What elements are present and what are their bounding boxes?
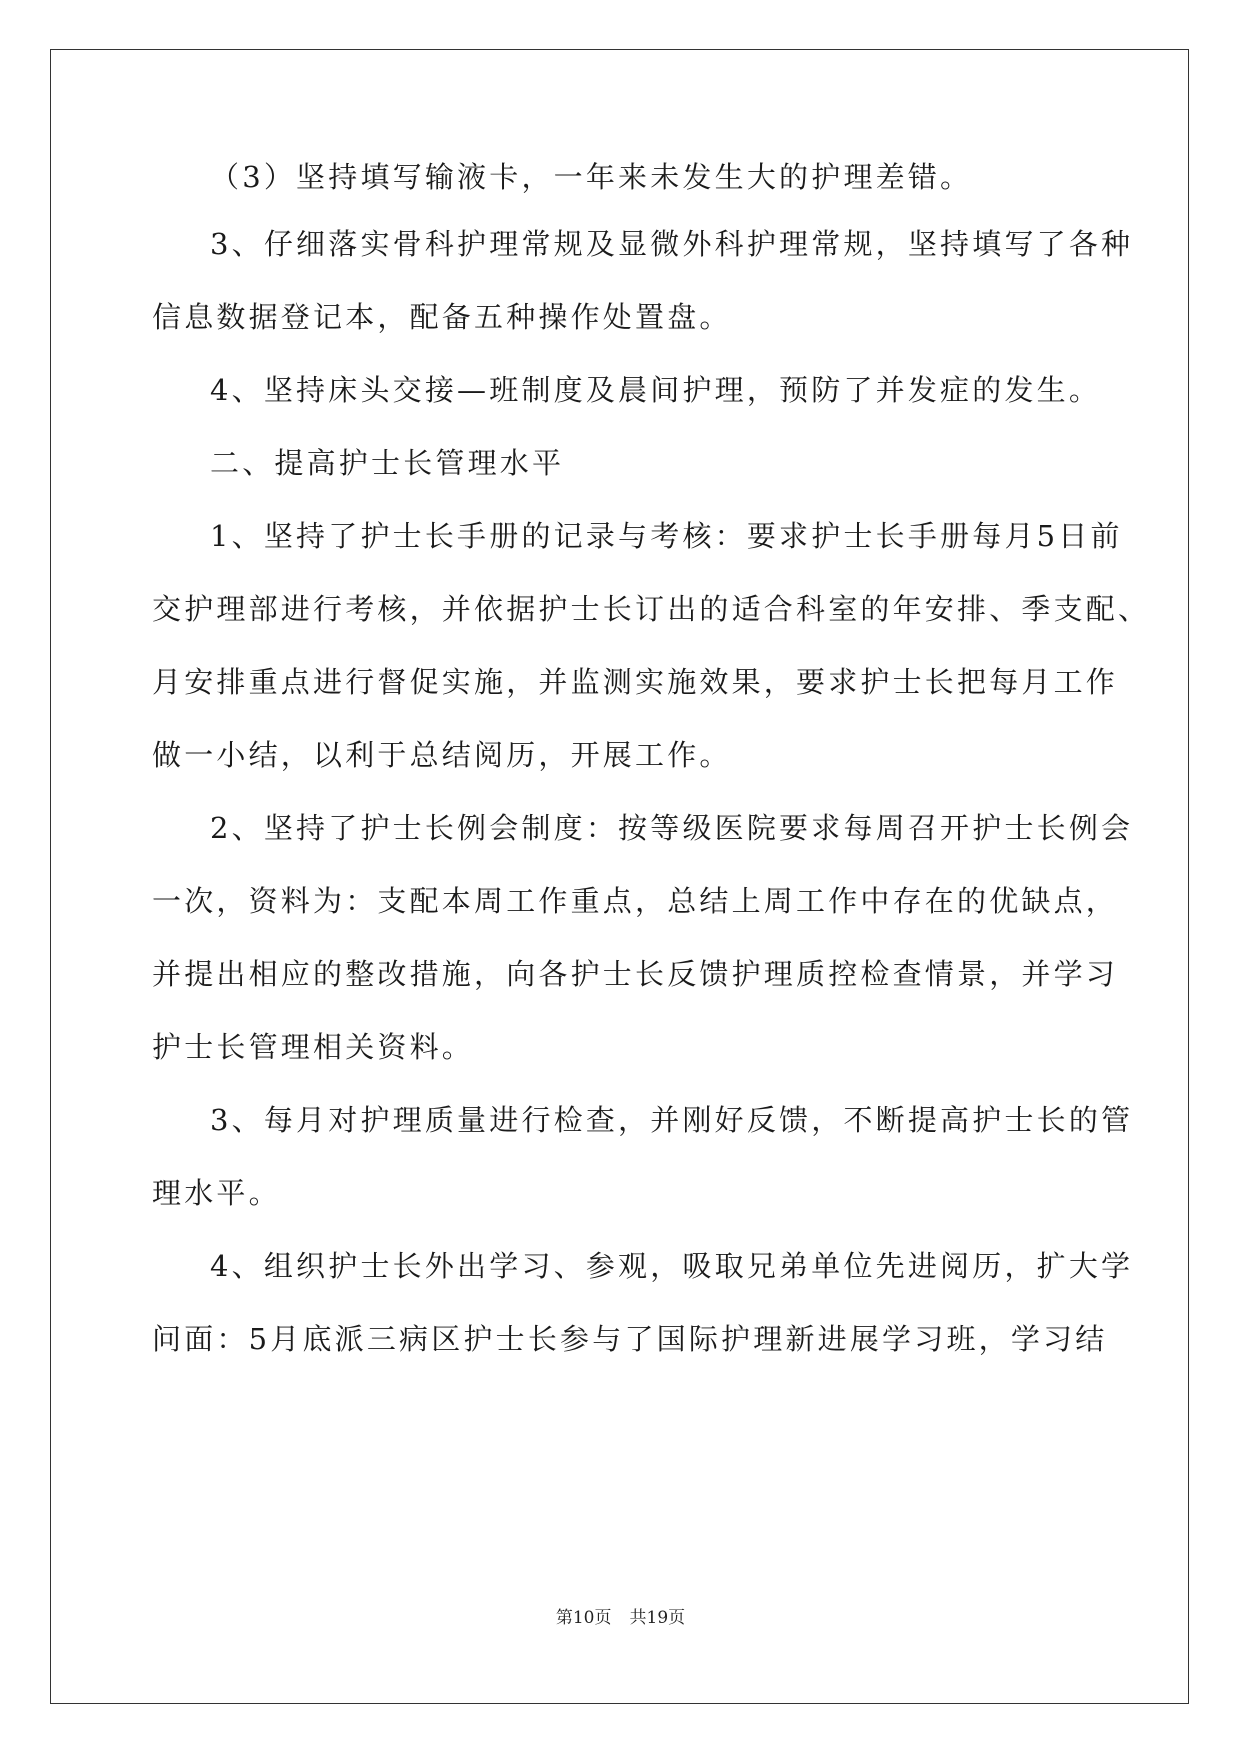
paragraph-line: 3、每月对护理质量进行检查，并刚好反馈，不断提高护士长的管	[210, 1103, 1134, 1137]
paragraph-line: 问面：5月底派三病区护士长参与了国际护理新进展学习班，学习结	[152, 1322, 1108, 1356]
paragraph-line: 4、组织护士长外出学习、参观，吸取兄弟单位先进阅历，扩大学	[210, 1249, 1134, 1283]
page-number: 第10页	[555, 1608, 612, 1628]
page-footer	[0, 1606, 1241, 1630]
paragraph-line: 2、坚持了护士长例会制度：按等级医院要求每周召开护士长例会	[210, 811, 1134, 845]
paragraph-line: 月安排重点进行督促实施，并监测实施效果，要求护士长把每月工作	[152, 665, 1119, 699]
paragraph-line: （3）坚持填写输液卡，一年来未发生大的护理差错。	[210, 160, 973, 194]
page-total: 共19页	[629, 1608, 686, 1628]
paragraph-line: 理水平。	[152, 1176, 281, 1210]
paragraph-line: 3、仔细落实骨科护理常规及显微外科护理常规，坚持填写了各种	[210, 227, 1134, 261]
paragraph-line: 一次，资料为：支配本周工作重点，总结上周工作中存在的优缺点，	[152, 884, 1119, 918]
section-heading: 二、提高护士长管理水平	[210, 446, 565, 480]
paragraph-line: 1、坚持了护士长手册的记录与考核：要求护士长手册每月5日前	[210, 519, 1123, 553]
paragraph-line: 护士长管理相关资料。	[152, 1030, 475, 1064]
paragraph-line: 交护理部进行考核，并依据护士长订出的适合科室的年安排、季支配、	[152, 592, 1151, 626]
paragraph-line: 4、坚持床头交接—班制度及晨间护理，预防了并发症的发生。	[210, 373, 1102, 407]
paragraph-line: 信息数据登记本，配备五种操作处置盘。	[152, 300, 732, 334]
paragraph-line: 做一小结，以利于总结阅历，开展工作。	[152, 738, 732, 772]
paragraph-line: 并提出相应的整改措施，向各护士长反馈护理质控检查情景，并学习	[152, 957, 1119, 991]
